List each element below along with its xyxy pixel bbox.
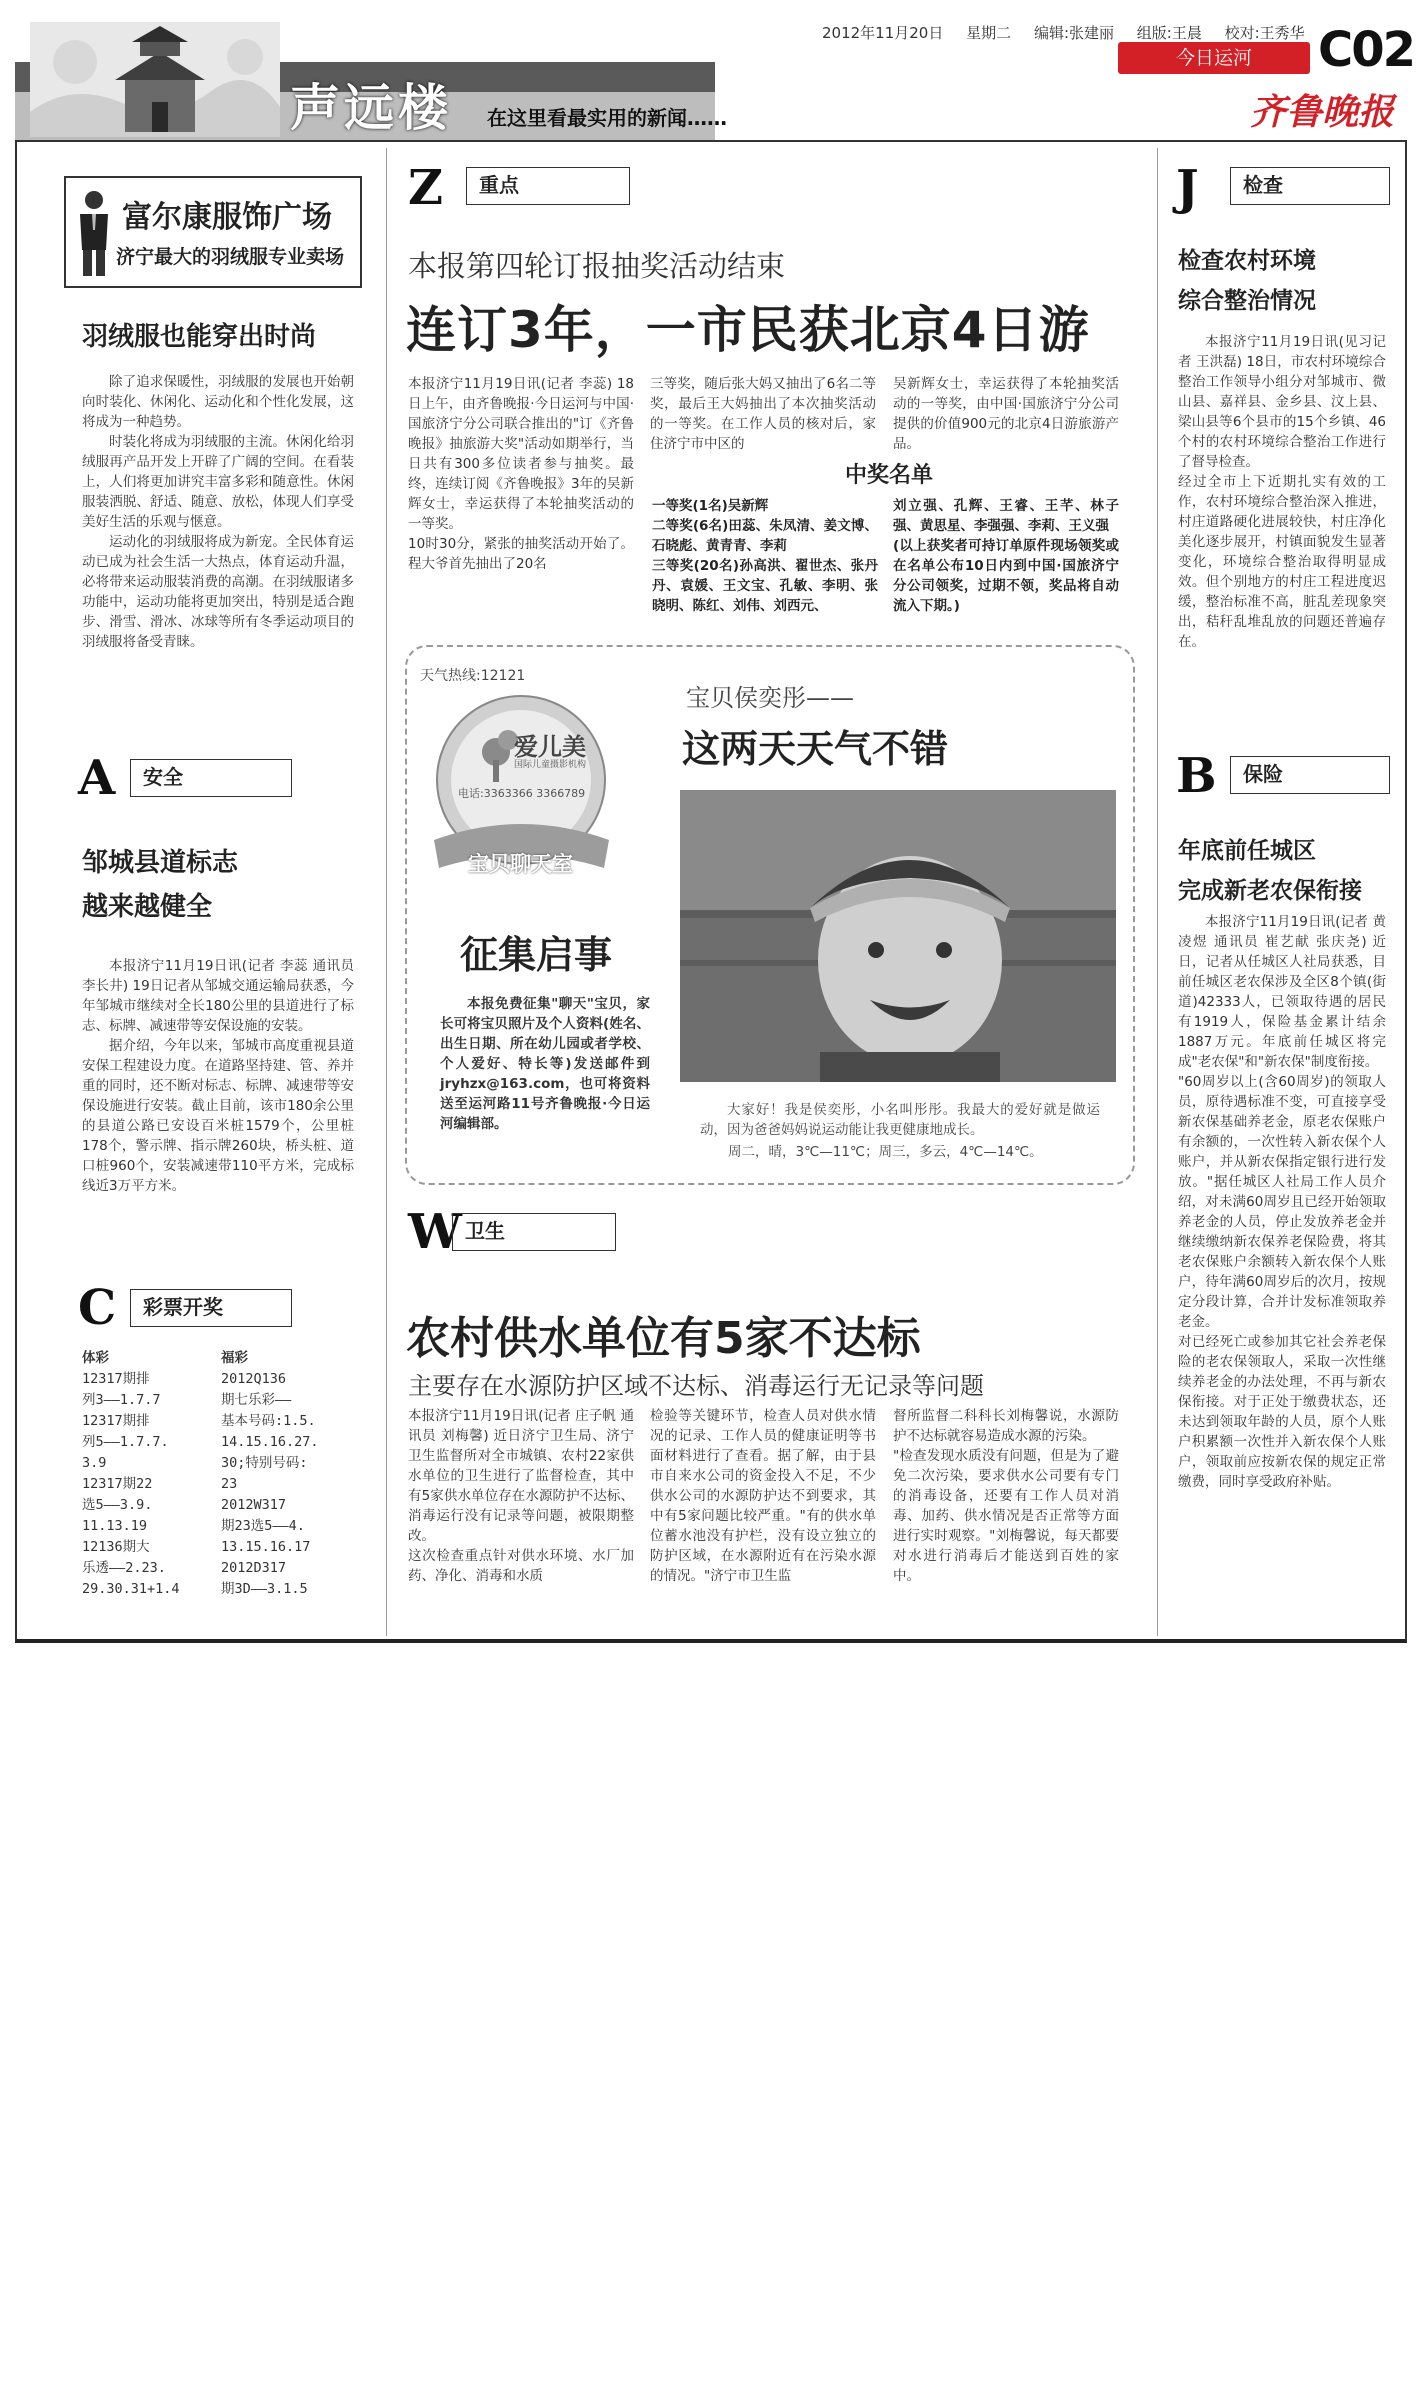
lottery-line: 列5——1.7.7.	[82, 1434, 169, 1450]
lottery-line: 期3D——3.1.5	[221, 1581, 308, 1597]
section-tab: 今日运河	[1118, 42, 1310, 74]
section-letter: J	[1176, 160, 1199, 216]
lottery-line: 2012W317	[221, 1497, 287, 1513]
ad-title: 富尔康服饰广场	[122, 200, 332, 235]
lottery-line: 选5——3.9.	[82, 1497, 153, 1513]
lottery-welfare	[221, 1348, 357, 1600]
article-body: 本报济宁11月19日讯(记者 黄凌煜 通讯员 崔艺献 张庆尧) 近日，记者从任城区人社局获悉，目前任城区老农保涉及全区8个镇(街道)42333人，已领取待遇的居民有1919人，保险基金累计结余1887万元。年底前任城区将完成"老农保"和"新农保"制度衔接。 "60周岁以上(含60周岁)的领取人员，原待遇标准不变，可直接享受新农保基础养老金，原老农保账户有余额的，一次性转入新农保个人账户，并从新农保指定银行进行发放。"据任城区人社局工作人员介绍，对未满60周岁且已经开始领取养老金的人员，停止发放养老金并继续缴纳新农保养老保险费，将其老农保账户余额转入新农保个人账户，待年满60周岁后的次月，按规定分段计算，合并计发标准领取养老金。 对已经死亡或参加其它社会养老保险的老农保领取人，采取一次性继续养老金的办法处理，不再与新农保衔接。对于正处于缴费状态，还未达到领取年龄的人员，原个人账户积累额一次性并入新农保个人账户，领取前应按新农保的规定正常缴费，同时享受政府补贴。	[1178, 914, 1386, 1490]
article-paragraph: 除了追求保暖性，羽绒服的发展也开始朝向时装化、休闲化、运动化和个性化发展，这将成为一种趋势。	[82, 374, 354, 430]
weather-hotline: 天气热线:12121	[420, 668, 526, 684]
article-headline: 邹城县道标志	[82, 848, 239, 878]
logo-subtitle: 国际儿童摄影机构	[514, 760, 587, 770]
column-rule-right	[1157, 148, 1158, 1636]
lottery-line: 13.15.16.17	[221, 1539, 311, 1555]
article-headline: 完成新老农保衔接	[1178, 878, 1362, 904]
lottery-line: 14.15.16.27.	[221, 1434, 319, 1450]
lottery-line: 乐透——2.23.	[82, 1560, 166, 1576]
lottery-line: 12317期排	[82, 1413, 150, 1429]
article-headline: 综合整治情况	[1178, 288, 1316, 314]
article-headline: 羽绒服也能穿出时尚	[82, 322, 317, 352]
lottery-line: 12317期排	[82, 1371, 150, 1387]
lottery-line: 29.30.31+1.4	[82, 1581, 180, 1597]
section-tag: 安全	[130, 759, 292, 797]
health-headline: 农村供水单位有5家不达标	[406, 1313, 921, 1364]
section-letter: Z	[408, 160, 444, 216]
section-tag: 保险	[1230, 756, 1390, 794]
lottery-column-title: 福彩	[221, 1350, 248, 1366]
lottery-line: 11.13.19	[82, 1518, 148, 1534]
issue-date: 2012年11月20日	[822, 24, 944, 42]
article-column: 检验等关键环节，检查人员对供水情况的记录、工作人员的健康证明等书面材料进行了查看。据了解，由于县市自来水公司的资金投入不足，不少供水公司的水源防护达不到要求，其中有5家问题比较严重。"有的供水单位蓄水池没有护栏，没有设立独立的防护区域，在水源附近有在污染水源的情况。"济宁市卫生监	[650, 1408, 876, 1584]
notice-title: 征集启事	[460, 933, 613, 977]
lottery-line: 期23选5——4.	[221, 1518, 305, 1534]
article-body	[82, 956, 354, 1196]
issue-weekday: 星期二	[966, 24, 1012, 42]
weather-kicker: 宝贝侯奕彤——	[686, 684, 854, 712]
section-tag: 卫生	[452, 1213, 616, 1251]
logo-ribbon: 宝贝聊天室	[468, 852, 573, 876]
page-meta	[822, 22, 1323, 43]
notice-text: 本报免费征集"聊天"宝贝，家长可将宝贝照片及个人资料(姓名、出生日期、所在幼儿园或者学校、个人爱好、特长等)发送邮件到jryhzx@163.com，也可将资料送至运河路11号齐鲁晚报·今日运河编辑部。	[440, 996, 650, 1132]
lottery-line: 12317期22	[82, 1476, 153, 1492]
section-tag: 重点	[466, 167, 630, 205]
article-body: 本报济宁11月19日讯(见习记者 王洪磊) 18日，市农村环境综合整治工作领导小组分对邹城市、微山县、嘉祥县、金乡县、汶上县、梁山县等6个县市的15个乡镇、46个村的农村环境综合整治工作进行了督导检查。 经过全市上下近期扎实有效的工作，农村环境综合整治深入推进，村庄道路硬化进展较快，村庄净化美化逐步展开，村镇面貌发生显著变化，环境综合整治取得明显成效。但个别地方的村庄工程进度迟缓，整治标准不高，脏乱差现象突出，秸秆乱堆乱放的问题还普遍存在。	[1178, 334, 1386, 650]
article-column: 三等奖，随后张大妈又抽出了6名二等奖，最后王大妈抽出了本次抽奖活动的一等奖。在工作人员的核对后，家住济宁市中区的	[650, 376, 876, 452]
logo-phone: 电话:3363366 3366789	[458, 787, 586, 800]
health-subhead: 主要存在水源防护区域不达标、消毒运行无记录等问题	[408, 1372, 984, 1400]
article-kicker: 本报第四轮订报抽奖活动结束	[408, 249, 786, 283]
article-paragraph: 本报济宁11月19日讯(记者 李蕊 通讯员 李长井) 19日记者从邹城交通运输局获悉，今年邹城市继续对全长180公里的县道进行了标志、标牌、减速带等安保设施的安装。	[82, 958, 354, 1034]
lottery-column-title: 体彩	[82, 1350, 109, 1366]
section-letter: C	[78, 1280, 117, 1336]
lottery-line: 2012Q136	[221, 1371, 287, 1387]
section-title: 声远楼	[290, 79, 452, 137]
section-tag: 彩票开奖	[130, 1289, 292, 1327]
businessman-figure-icon	[74, 188, 114, 278]
newspaper-masthead: 齐鲁晚报	[1250, 91, 1395, 133]
weather-forecast: 周二，晴，3℃—11℃；周三，多云，4℃—14℃。	[728, 1144, 1043, 1160]
proofreader-credit: 校对:王秀华	[1224, 24, 1305, 42]
lead-headline: 连订3年，一市民获北京4日游	[406, 301, 1090, 359]
lottery-line: 30;特别号码:	[221, 1455, 308, 1471]
section-letter: W	[408, 1204, 462, 1260]
article-column: 督所监督二科科长刘梅馨说，水源防护不达标就容易造成水源的污染。 "检查发现水质没有问题，但是为了避免二次污染，要求供水公司要有专门的消毒设备，还要有工作人员对消毒、加药、供水情况是否正常等方面进行实时观察。"刘梅馨说，每天都要对水进行消毒后才能送到百姓的家中。	[893, 1408, 1119, 1584]
logo-brand: 爱儿美	[514, 733, 586, 761]
winners-note: 刘立强、孔辉、王睿、王芊、林子强、黄思星、李强强、李莉、王义强 (以上获奖者可持订单原件现场领奖或在名单公布10日内到中国·国旅济宁分公司领奖，过期不领，奖品将自动流入下期。)	[893, 498, 1119, 614]
section-letter: A	[78, 750, 116, 806]
lottery-line: 基本号码:1.5.	[221, 1413, 316, 1429]
weather-headline: 这两天天气不错	[682, 727, 949, 771]
photo-caption: 大家好！我是侯奕彤，小名叫彤彤。我最大的爱好就是做运动，因为爸爸妈妈说运动能让我更健康地成长。	[700, 1102, 1100, 1138]
article-paragraph: 时装化将成为羽绒服的主流。休闲化给羽绒服再产品开发上开辟了广阔的空间。在看装上，人们将更加讲究丰富多彩和随意性。休闲服装洒脱、舒适、随意、放松，体现人们享受美好生活的乐观与惬意。	[82, 434, 354, 530]
section-tag: 检查	[1230, 167, 1390, 205]
lottery-line: 2012D317	[221, 1560, 287, 1576]
article-paragraph: 运动化的羽绒服将成为新宠。全民体育运动已成为社会生活一大热点，体育运动升温，必将带来运动服装消费的高潮。在羽绒服诸多功能中，运动功能将更加突出，特别是适合跑步、滑雪、滑冰、冰球等所有冬季运动项目的羽绒服将备受青睐。	[82, 534, 354, 650]
lottery-line: 期七乐彩——	[221, 1392, 292, 1408]
article-column: 吴新辉女士，幸运获得了本轮抽奖活动的一等奖，由中国·国旅济宁分公司提供的价值900元的北京4日游旅游产品。	[893, 376, 1119, 452]
article-column: 本报济宁11月19日讯(记者 李蕊) 18日上午，由齐鲁晚报·今日运河与中国·国旅济宁分公司联合推出的"订《齐鲁晚报》抽旅游大奖"活动如期举行，当日共有300多位读者参与抽奖。最终，连续订阅《齐鲁晚报》3年的吴新辉女士，幸运获得了本轮抽奖活动的一等奖。 10时30分，紧张的抽奖活动开始了。程大爷首先抽出了20名	[408, 376, 634, 572]
editor-credit: 编辑:张建丽	[1033, 24, 1114, 42]
lottery-line: 12136期大	[82, 1539, 150, 1555]
advertisement[interactable]	[64, 176, 362, 288]
article-paragraph: 据介绍，今年以来，邹城市高度重视县道安保工程建设力度。在道路坚持建、管、养并重的同时，还不断对标志、标牌、减速带等安保设施进行安装。截止目前，该市180余公里的县道公路已安设百米桩1579个，公里桩178个，警示牌、指示牌260块，桥头桩、道口桩960个，安装减速带110平方米，完成标线近3万平方米。	[82, 1038, 354, 1194]
article-column: 本报济宁11月19日讯(记者 庄子帆 通讯员 刘梅馨) 近日济宁卫生局、济宁卫生监督所对全市城镇、农村22家供水单位的卫生进行了监督检查，其中有5家供水单位存在水源防护不达标、消毒运行没有记录等问题，被限期整改。 这次检查重点针对供水环境、水厂加药、净化、消毒和水质	[408, 1408, 634, 1584]
section-letter: B	[1176, 748, 1217, 804]
tagline: 在这里看最实用的新闻……	[487, 106, 727, 130]
article-headline: 越来越健全	[82, 892, 213, 922]
baby-photo	[680, 790, 1116, 1082]
ad-subtitle: 济宁最大的羽绒服专业卖场	[116, 246, 345, 268]
page-number: C02	[1318, 22, 1415, 78]
lottery-line: 列3——1.7.7	[82, 1392, 161, 1408]
article-headline: 检查农村环境	[1178, 248, 1316, 274]
column-rule-left	[386, 148, 387, 1636]
lottery-line: 3.9	[82, 1455, 107, 1471]
winners-title: 中奖名单	[845, 463, 934, 488]
lottery-line: 23	[221, 1476, 238, 1492]
article-headline: 年底前任城区	[1178, 838, 1316, 864]
article-body	[82, 372, 354, 652]
lottery-sports	[82, 1348, 210, 1600]
winners-list: 一等奖(1名)吴新辉 二等奖(6名)田蕊、朱凤清、姜文博、石晓彪、黄青青、李莉 三等奖(20名)孙高洪、翟世杰、张丹丹、袁媛、王文宝、孔敏、李明、张晓明、陈红、刘伟、刘西元、	[652, 498, 878, 614]
layout-credit: 组版:王晨	[1136, 24, 1202, 42]
tower-illustration	[30, 22, 280, 137]
